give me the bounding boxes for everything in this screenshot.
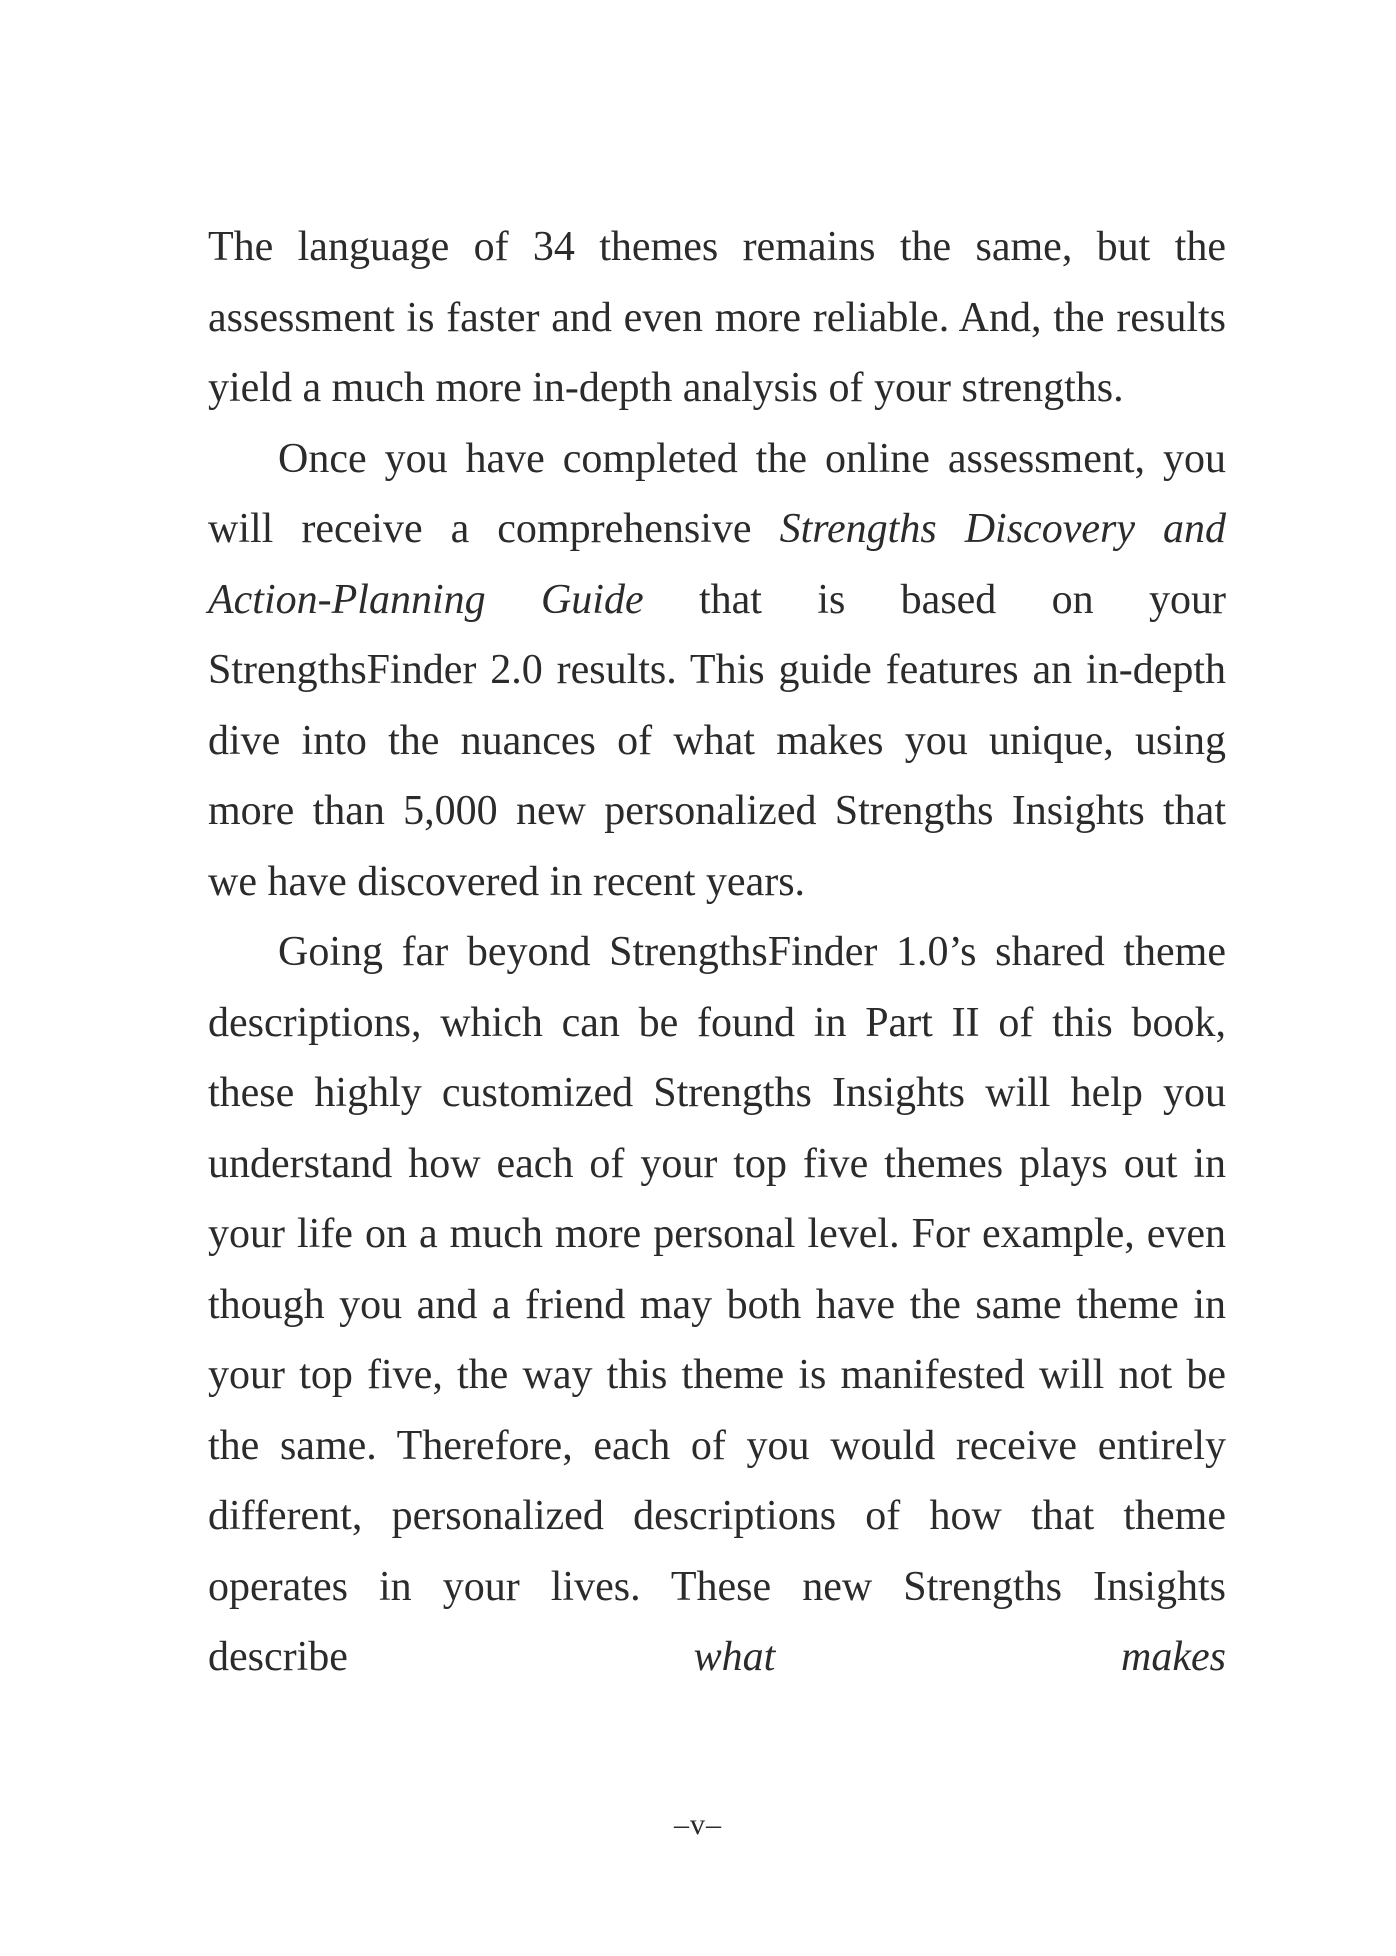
body-text bbox=[208, 212, 1226, 1693]
paragraph-3-italic-end: what makes bbox=[693, 1634, 1226, 1680]
paragraph-1: The language of 34 themes remains the same, but the assessment is faster and even more reliable. And, the results yield a much more in-depth analysis of your strengths. bbox=[208, 224, 1226, 411]
page-number: –v– bbox=[674, 1808, 722, 1841]
paragraph-3 bbox=[208, 917, 1226, 1693]
guide-title-italic: Strengths Discovery and Action-Planning Guide bbox=[208, 506, 1226, 623]
paragraph-3-text: Going far beyond StrengthsFinder 1.0’s shared theme descriptions, which can be found in Part II of this book, these highly customized Strengths Insights will help you understand how each of your top five themes plays out in your life on a much more personal level. For example, even though you and a friend may both have the same theme in your top five, the way this theme is manifested will not be the same. Therefore, each of you would receive entirely different, personalized descriptions of how that theme operates in your lives. These new Strengths Insights describe bbox=[208, 929, 1226, 1680]
paragraph-2 bbox=[208, 424, 1226, 918]
paragraph-2-text-start: Once you have completed the online assessment, you will receive a comprehensive bbox=[208, 435, 1226, 552]
paragraph-2-text-end: that is based on your StrengthsFinder 2.0 results. This guide features an in-depth dive into the nuances of what makes you unique, using more than 5,000 new personalized Strengths Insights that we have discovered in recent years. bbox=[208, 576, 1227, 905]
